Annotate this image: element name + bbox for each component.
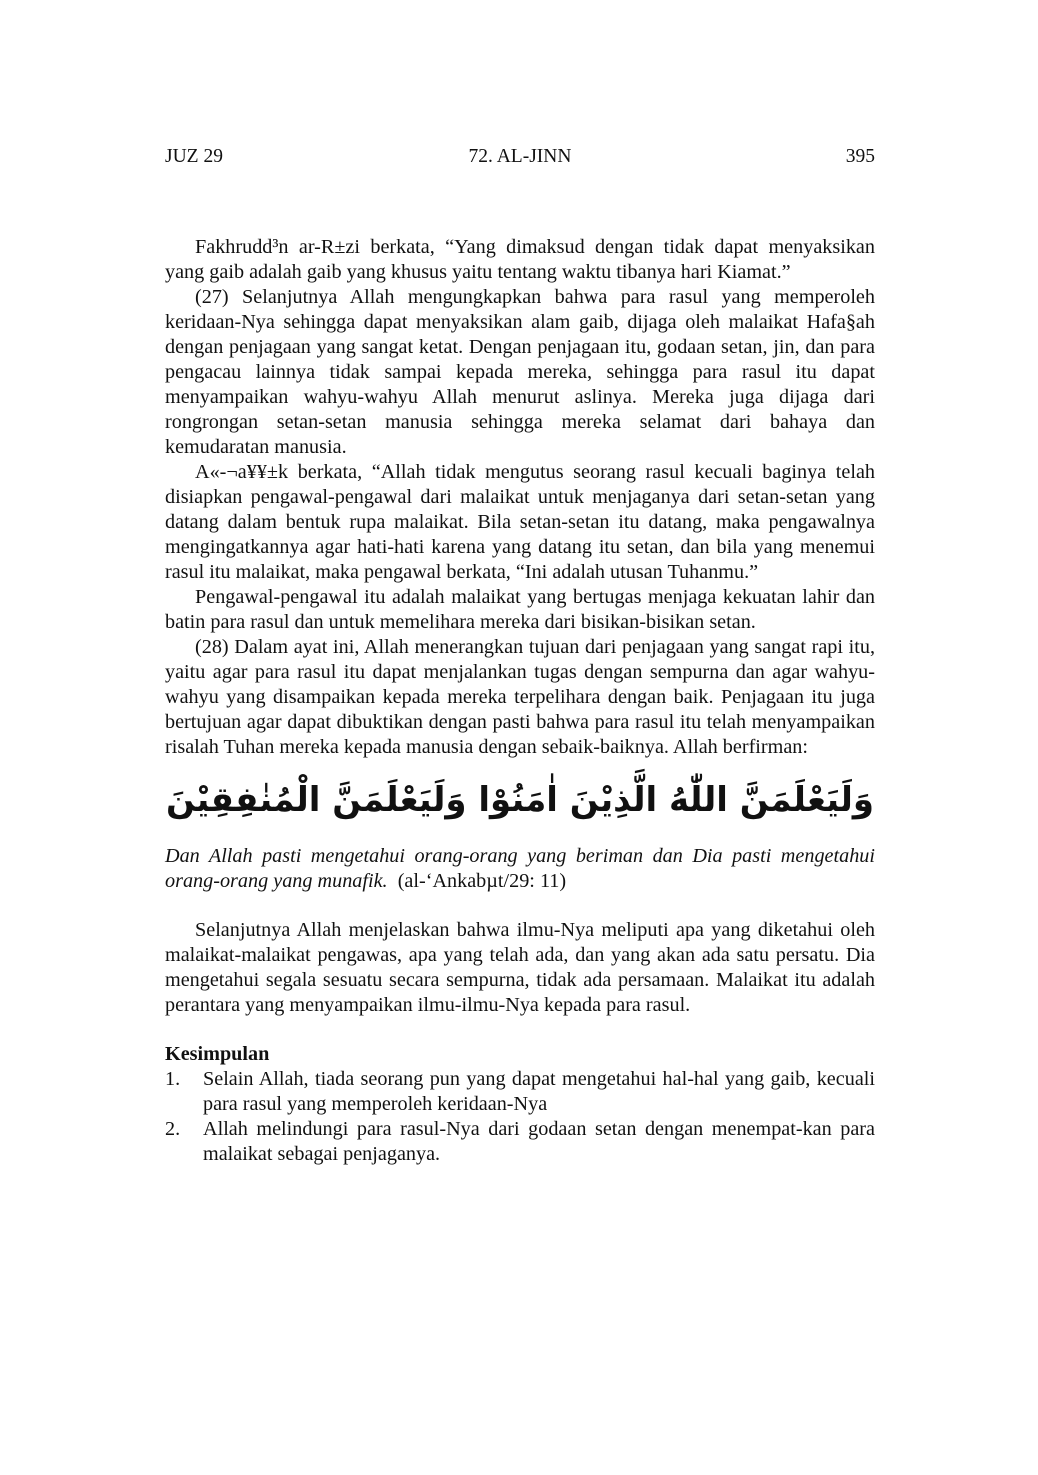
verse-translation [165,844,875,894]
list-item [165,1067,875,1117]
translation-text: Dan Allah pasti mengetahui orang-orang yang beriman dan Dia pasti mengetahui orang-orang yang munafik. [165,845,875,892]
page-header [165,146,875,174]
conclusion-list [165,1067,875,1167]
paragraph-27: (27) Selanjutnya Allah mengungkapkan bahwa para rasul yang memperoleh keridaan-Nya sehingga dapat menyaksikan alam gaib, dijaga oleh malaikat Hafa§ah dengan penjagaan yang sangat ketat. Dengan penjagaan itu, godaan setan, jin, dan para pengacau lainnya tidak sampai kepada mereka, sehingga para rasul itu dapat menyampaikan wahyu-wahyu Allah menurut aslinya. Mereka juga dijaga dari rongrongan setan-setan manusia sehingga mereka selamat dari bahaya dan kemudaratan manusia. [165,286,875,458]
juz-label: JUZ 29 [165,146,223,167]
list-item-number: 2. [165,1118,181,1140]
page-content [165,235,875,1167]
list-item-number: 1. [165,1068,181,1090]
page-number: 395 [845,146,875,167]
paragraph-ilmu: Selanjutnya Allah menjelaskan bahwa ilmu-Nya meliputi apa yang diketahui oleh malaikat-malaikat pengawas, apa yang telah ada, dan yang akan ada satu persatu. Dia mengetahui segala sesuatu secara sempurna, tidak ada persamaan. Malaikat itu adalah perantara yang menyampaikan ilmu-ilmu-Nya kepada para rasul. [165,919,875,1016]
paragraph-pengawal: Pengawal-pengawal itu adalah malaikat yang bertugas menjaga kekuatan lahir dan batin para rasul dan untuk memelihara mereka dari bisikan-bisikan setan. [165,586,875,633]
surah-title: 72. AL-JINN [468,146,572,167]
paragraph-razi: Fakhrudd³n ar-R±zi berkata, “Yang dimaksud dengan tidak dapat menyaksikan yang gaib adalah gaib yang khusus yaitu tentang waktu tibanya hari Kiamat.” [165,236,875,283]
verse-reference: (al-‘Ankabµt/29: 11) [397,870,567,892]
list-item [165,1117,875,1167]
arabic-verse: وَلَيَعْلَمَنَّ اللّٰهُ الَّذِيْنَ اٰمَنُوْا وَلَيَعْلَمَنَّ الْمُنٰفِقِيْنَ [165,780,875,820]
paragraph-dahhak: A«-¬a¥¥±k berkata, “Allah tidak mengutus seorang rasul kecuali baginya telah disiapkan pengawal-pengawal dari malaikat untuk menjaganya dari setan-setan yang datang dalam bentuk rupa malaikat. Bila setan-setan itu datang, maka pengawalnya mengingatkannya agar hati-hati karena yang datang itu setan, dan bila yang menemui rasul itu malaikat, maka pengawal berkata, “Ini adalah utusan Tuhanmu.” [165,461,875,583]
list-item-text: Selain Allah, tiada seorang pun yang dapat mengetahui hal-hal yang gaib, kecuali para rasul yang memperoleh keridaan-Nya [203,1068,875,1115]
list-item-text: Allah melindungi para rasul-Nya dari godaan setan dengan menempat-kan para malaikat sebagai penjaganya. [203,1118,875,1165]
conclusion-heading: Kesimpulan [165,1043,270,1065]
paragraph-28: (28) Dalam ayat ini, Allah menerangkan tujuan dari penjagaan yang sangat rapi itu, yaitu agar para rasul itu dapat menjalankan tugas dengan sempurna dan agar wahyu-wahyu yang disampaikan kepada mereka terpelihara dengan baik. Penjagaan itu juga bertujuan agar dapat dibuktikan dengan pasti bahwa para rasul itu telah menyampaikan risalah Tuhan mereka kepada manusia dengan sebaik-baiknya. Allah berfirman: [165,636,875,758]
